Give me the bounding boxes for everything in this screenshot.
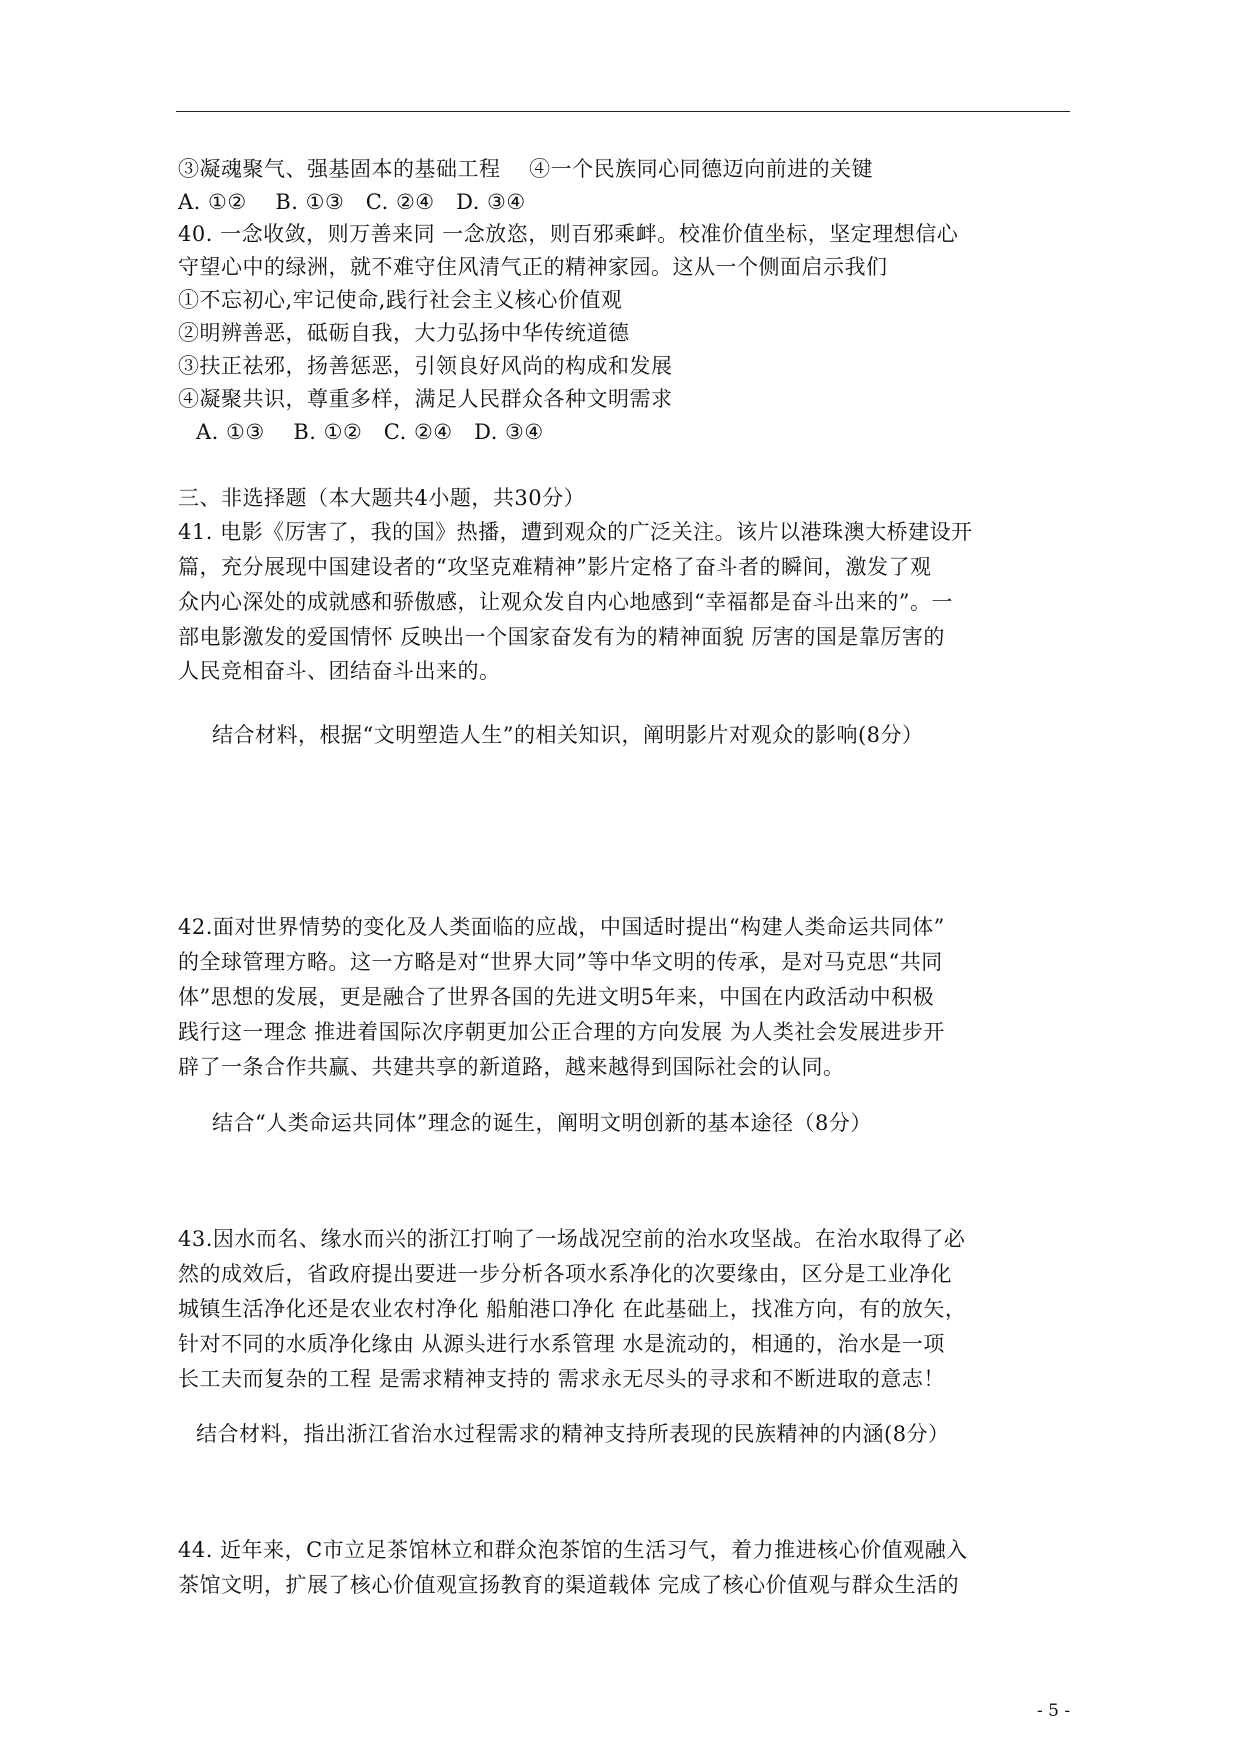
question-43-line-5: 长工夫而复杂的工程 是需求精神支持的 需求永无尽头的寻求和不断进取的意志！ <box>178 1367 945 1391</box>
question-41-line-4: 部电影激发的爱国情怀 反映出一个国家奋发有为的精神面貌 厉害的国是靠厉害的 <box>178 625 945 649</box>
question-42-line-5: 辟了一条合作共赢、共建共享的新道路，越来越得到国际社会的认同。 <box>178 1055 845 1079</box>
question-44-line-2: 茶馆文明，扩展了核心价值观宣扬教育的渠道载体 完成了核心价值观与群众生活的 <box>178 1573 960 1597</box>
answer-choices-39: A. ①② B. ①③ C. ②④ D. ③④ <box>178 190 526 214</box>
question-43-prompt: 结合材料，指出浙江省治水过程需求的精神支持所表现的民族精神的内涵(8分） <box>196 1422 950 1446</box>
question-40-option-4: ④凝聚共识，尊重多样，满足人民群众各种文明需求 <box>178 387 673 411</box>
question-40-option-3: ③扶正祛邪，扬善惩恶，引领良好风尚的构成和发展 <box>178 354 673 378</box>
question-40-line-2: 守望心中的绿洲，就不难守住风清气正的精神家园。这从一个侧面启示我们 <box>178 255 888 279</box>
question-41-line-1: 41. 电影《厉害了，我的国》热播，遭到观众的广泛关注。该片以港珠澳大桥建设开 <box>178 520 973 544</box>
question-42-line-3: 体”思想的发展，更是融合了世界各国的先进文明5年来，中国在内政活动中积极 <box>178 985 935 1009</box>
question-43-line-4: 针对不同的水质净化缘由 从源头进行水系管理 水是流动的，相通的，治水是一项 <box>178 1332 945 1356</box>
question-42-line-1: 42.面对世界情势的变化及人类面临的应战，中国适时提出“构建人类命运共同体” <box>178 915 945 939</box>
question-41-line-5: 人民竞相奋斗、团结奋斗出来的。 <box>178 659 501 683</box>
option-line-34: ③凝魂聚气、强基固本的基础工程 ④一个民族同心同德迈向前进的关键 <box>178 157 874 181</box>
question-41-prompt: 结合材料，根据“文明塑造人生”的相关知识，阐明影片对观众的影响(8分） <box>212 723 924 747</box>
question-40-line-1: 40. 一念收敛，则万善来同 一念放恣，则百邪乘衅。校准价值坐标，坚定理想信心 <box>178 222 959 246</box>
question-43-line-3: 城镇生活净化还是农业农村净化 船舶港口净化 在此基础上，找准方向，有的放矢， <box>178 1297 967 1321</box>
question-42-line-4: 践行这一理念 推进着国际次序朝更加公正合理的方向发展 为人类社会发展进步开 <box>178 1020 945 1044</box>
section-3-heading: 三、非选择题（本大题共4小题，共30分） <box>178 486 586 510</box>
question-44-line-1: 44. 近年来，C市立足茶馆林立和群众泡茶馆的生活习气，着力推进核心价值观融入 <box>178 1538 968 1562</box>
question-41-line-3: 众内心深处的成就感和骄傲感，让观众发自内心地感到“幸福都是奋斗出来的”。一 <box>178 590 953 614</box>
question-43-line-2: 然的成效后，省政府提出要进一步分析各项水系净化的次要缘由，区分是工业净化 <box>178 1262 952 1286</box>
header-rule <box>176 111 1070 112</box>
page-number: - 5 - <box>1037 1701 1071 1721</box>
question-42-prompt: 结合“人类命运共同体”理念的诞生，阐明文明创新的基本途径（8分） <box>212 1111 872 1135</box>
question-41-line-2: 篇，充分展现中国建设者的“攻坚克难精神”影片定格了奋斗者的瞬间，激发了观 <box>178 555 932 579</box>
answer-choices-40: A. ①③ B. ①② C. ②④ D. ③④ <box>196 420 544 444</box>
question-40-option-2: ②明辨善恶，砥砺自我，大力弘扬中华传统道德 <box>178 321 630 345</box>
question-40-option-1: ①不忘初心,牢记使命,践行社会主义核心价值观 <box>178 288 623 312</box>
question-42-line-2: 的全球管理方略。这一方略是对“世界大同”等中华文明的传承，是对马克思“共同 <box>178 950 943 974</box>
question-43-line-1: 43.因水而名、缘水而兴的浙江打响了一场战况空前的治水攻坚战。在治水取得了必 <box>178 1227 966 1251</box>
